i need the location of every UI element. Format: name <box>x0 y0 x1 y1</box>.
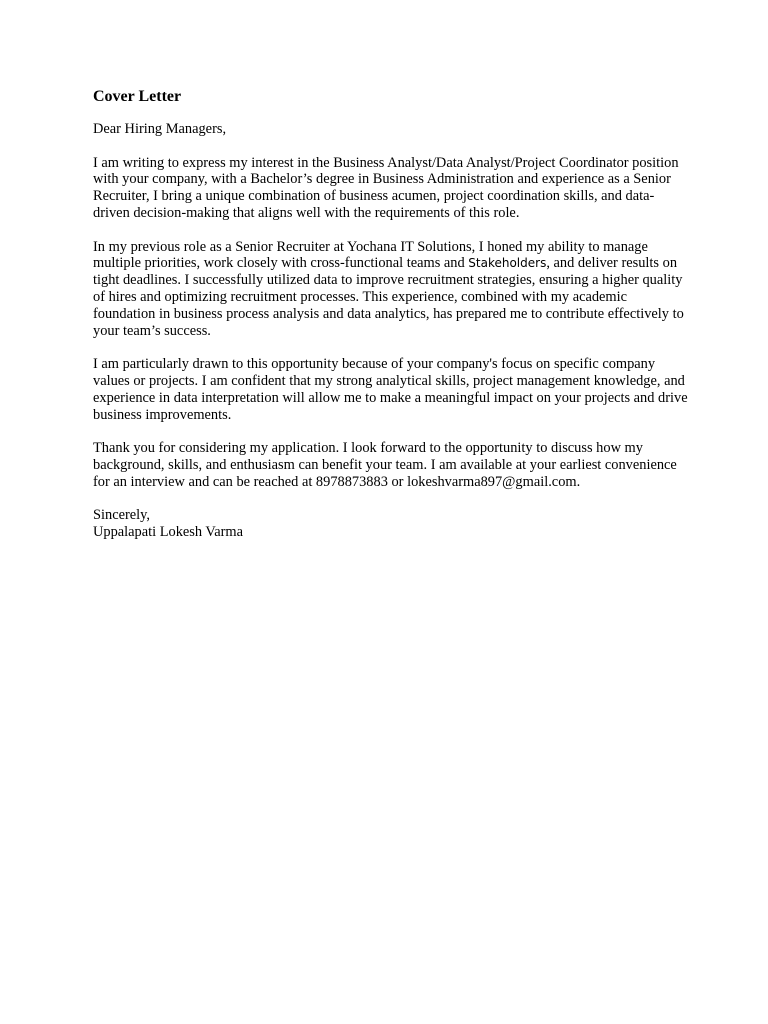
paragraph-closing: Thank you for considering my application. I look forward to the opportunity to discuss how my background, skills, and enthusiasm can benefit your team. I am available at your earliest convenience for an interview and can be reached at 8978873883 or lokeshvarma897@gmail.com. <box>93 440 677 490</box>
salutation: Dear Hiring Managers, <box>93 121 227 137</box>
stakeholders-word: Stakeholders <box>468 256 547 271</box>
paragraph-motivation: I am particularly drawn to this opportunity because of your company's focus on specific company values or projects. I am confident that my strong analytical skills, project management knowledge, and experience in data interpretation will allow me to make a meaningful impact on your projects and drive business improvements. <box>93 356 688 423</box>
signoff-block <box>93 507 688 541</box>
paragraph-experience-text-end: , and deliver results on tight deadlines. I successfully utilized data to improve recruitment strategies, ensuring a higher quality of hires and optimizing recruitment processes. This experience, combined with my academic foundation in business process analysis and data analytics, has prepared me to contribute effectively to your team’s success. <box>93 255 684 339</box>
letter-page <box>93 87 688 541</box>
signature-name: Uppalapati Lokesh Varma <box>93 524 243 541</box>
paragraph-experience <box>93 239 688 340</box>
closing-phrase: Sincerely, <box>93 507 151 524</box>
document-title: Cover Letter <box>93 88 182 105</box>
paragraph-intro: I am writing to express my interest in the Business Analyst/Data Analyst/Project Coordinator position with your company, with a Bachelor’s degree in Business Administration and experience as a Senior Recruiter, I bring a unique combination of business acumen, project coordination skills, and data-driven decision-making that aligns well with the requirements of this role. <box>93 154 679 221</box>
paragraph-experience-text-start: In my previous role as a Senior Recruiter at Yochana IT Solutions, I honed my ability to manage multiple priorities, work closely with cross-functional teams and <box>93 238 648 272</box>
